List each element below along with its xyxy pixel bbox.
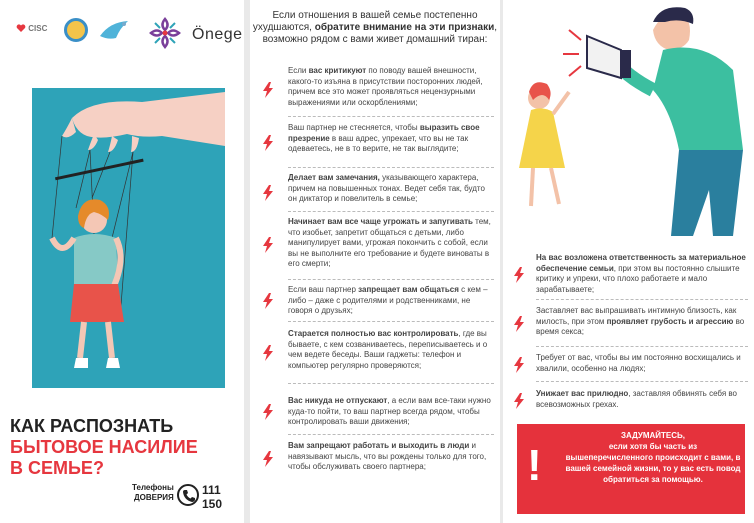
signs-panel-2: На вас возложена ответственность за материальное обеспечение семьи, при этом вы постоянно слышите критику и упреки, что плохо работаете и мало зарабатываете; Заставляет вас выпрашивать интимную близость, как милость, при этом проявляет грубость и агрессию во время секса; Требует от вас, чтобы вы им постоянно восхищались и хвалили, особенно на людях; Унижает вас прилюдно, заставляя обвинять себя во всевозможных грехах. ! ЗАДУМАЙТЕСЬ, если хотя бы часть из вышеперечисленного происходит с вами, в вашей семейной жизни, то у вас есть повод обратиться за помощью. — [503, 0, 754, 523]
warning-text — [565, 430, 741, 485]
divider — [288, 116, 494, 117]
lightning-icon — [262, 82, 274, 98]
divider — [288, 383, 494, 384]
divider — [536, 381, 748, 382]
divider — [288, 279, 494, 280]
intro-text — [252, 10, 498, 46]
onege-logo: Önege — [192, 26, 243, 43]
lightning-icon — [513, 316, 525, 332]
warning-body: если хотя бы часть из вышеперечисленного происходит с вами, в вашей семейной жизни, то у вас есть повод обратиться за помощью. — [565, 442, 741, 484]
hotline-number-2[interactable]: 150 — [202, 497, 223, 511]
title-line-3: В СЕМЬЕ? — [10, 458, 104, 478]
lightning-icon — [262, 135, 274, 151]
lightning-icon — [262, 345, 274, 361]
hotline-label-line2: ДОВЕРИЯ — [133, 493, 174, 502]
emblem-logo — [64, 18, 88, 42]
exclamation-icon: ! — [527, 441, 542, 490]
lightning-icon — [513, 393, 525, 409]
warning-heading: ЗАДУМАЙТЕСЬ, — [620, 431, 686, 440]
intro-pre: Если отношения в вашей семье постепенно ухудшаются, — [252, 10, 478, 33]
lightning-icon — [262, 293, 274, 309]
title-line-1: КАК РАСПОЗНАТЬ — [10, 416, 174, 436]
hotline-label — [132, 483, 174, 503]
hotline-number-1[interactable]: 111 — [202, 483, 221, 497]
intro-post: , возможно рядом с вами живет домашний тиран: — [262, 22, 498, 45]
lightning-icon — [262, 185, 274, 201]
divider — [288, 167, 494, 168]
divider — [536, 299, 748, 300]
shouting-illustration — [503, 0, 754, 240]
warning-box — [517, 424, 745, 514]
lightning-icon — [262, 451, 274, 467]
lightning-icon — [513, 267, 525, 283]
divider — [288, 211, 494, 212]
puppet-illustration — [32, 88, 225, 388]
cover-title — [10, 416, 198, 479]
cisc-logo: CISC — [16, 24, 47, 33]
lightning-icon — [262, 404, 274, 420]
lightning-icon — [262, 237, 274, 253]
divider — [288, 434, 494, 435]
intro-bold: обратите внимание на эти признаки — [314, 22, 495, 33]
hotline-numbers — [202, 483, 222, 511]
ornament-logo — [148, 16, 182, 50]
phone-icon — [177, 484, 199, 506]
signs-panel: Если отношения в вашей семье постепенно ухудшаются, обратите внимание на эти признаки, возможно рядом с вами живет домашний тиран: Если вас критикуют по поводу вашей внешности, какого-то изъяна в присутствии посторонних людей, причем все это может проявляться нецензурными выражениями или оскорблениями; Ваш партнер не стесняется, чтобы выразить свое презрение в ваш адрес, упрекает, что вы не так одеваетесь, не в то верите, не так выглядите; Делает вам замечания, указывающего характера, причем на повышенных тонах. Ведет себя так, будто он диктатор и повелитель в семье; Начинает вам все чаще угрожать и запугивать тем, что изобьет, запретит общаться с детьми, либо манипулирует вами, угрожая покончить с собой, если вы не выполните его требование и будете виноваты в его смерти; Если ваш партнер запрещает вам общаться с кем –либо – даже с родителями и родственниками, не говоря о друзьях; Старается полностью вас контролировать, где вы бываете, с кем созваниваетесь, переписываетесь и о чем ведете беседы. Ваши гаджеты: телефон и компьютер регулярно проверяются; Вас никуда не отпускают, а если вам все-таки нужно куда-то пойти, то ваш партнер всегда рядом, чтобы контролировать ваши движения; Вам запрещают работать и выходить в люди и навязывают мысль, что вы рождены только для того, чтобы обслуживать своего партнера; — [250, 0, 500, 523]
cover-panel — [0, 0, 244, 523]
divider — [288, 321, 494, 322]
title-line-2: БЫТОВОЕ НАСИЛИЕ — [10, 437, 198, 457]
hotline-label-line1: Телефоны — [132, 483, 174, 492]
logo-bar — [12, 14, 243, 54]
lightning-icon — [513, 357, 525, 373]
bird-logo — [98, 18, 132, 44]
divider — [536, 346, 748, 347]
